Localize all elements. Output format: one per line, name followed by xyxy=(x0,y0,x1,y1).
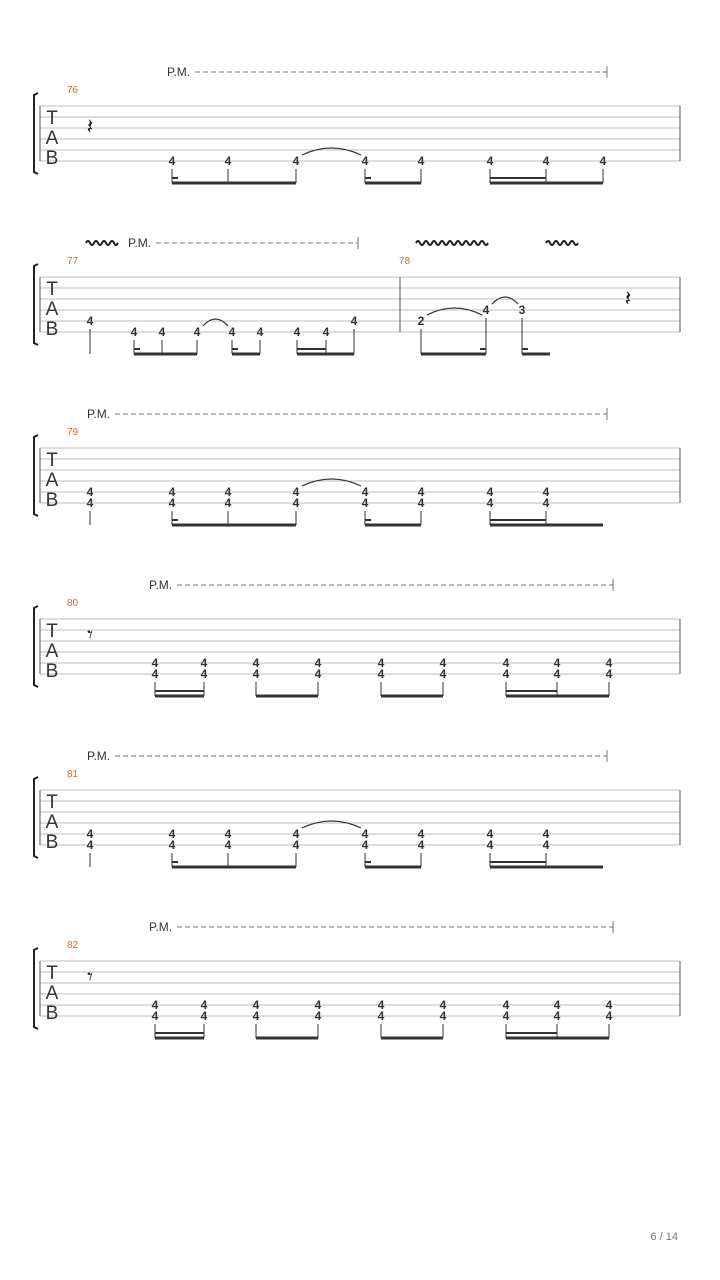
palm-mute-label: P.M. xyxy=(149,578,173,592)
fret-number: 4 xyxy=(502,1009,510,1023)
fret-number: 4 xyxy=(553,667,561,681)
fret-number: 4 xyxy=(542,838,550,852)
tab-clef-letter: A xyxy=(45,299,59,320)
fret-number: 4 xyxy=(224,154,232,168)
fret-number: 4 xyxy=(224,838,232,852)
tab-clef-letter: T xyxy=(46,792,58,813)
palm-mute-label: P.M. xyxy=(128,236,152,250)
fret-number: 4 xyxy=(292,827,300,841)
eighth-rest: 𝄾 xyxy=(87,965,93,990)
tie xyxy=(203,319,228,326)
tab-clef-letter: T xyxy=(46,621,58,642)
fret-number: 4 xyxy=(605,1009,613,1023)
fret-number: 4 xyxy=(314,656,322,670)
fret-number: 4 xyxy=(361,485,369,499)
fret-number: 4 xyxy=(417,496,425,510)
palm-mute-label: P.M. xyxy=(167,65,191,79)
fret-number: 4 xyxy=(599,154,607,168)
quarter-rest: 𝄽 xyxy=(86,115,94,140)
fret-number: 4 xyxy=(542,827,550,841)
fret-number: 2 xyxy=(417,314,425,328)
fret-number: 4 xyxy=(439,656,447,670)
fret-number: 4 xyxy=(228,325,236,339)
fret-number: 4 xyxy=(417,827,425,841)
fret-number: 4 xyxy=(486,485,494,499)
tab-clef-letter: T xyxy=(46,963,58,984)
palm-mute-label: P.M. xyxy=(87,407,111,421)
system-bracket xyxy=(34,948,38,1029)
tab-clef-letter: A xyxy=(45,641,59,662)
fret-number: 4 xyxy=(417,838,425,852)
fret-number: 4 xyxy=(486,496,494,510)
fret-number: 4 xyxy=(168,838,176,852)
fret-number: 4 xyxy=(86,485,94,499)
measure-number: 76 xyxy=(67,85,79,96)
fret-number: 4 xyxy=(486,827,494,841)
fret-number: 4 xyxy=(151,998,159,1012)
fret-number: 4 xyxy=(200,667,208,681)
tie xyxy=(302,479,361,486)
fret-number: 4 xyxy=(605,656,613,670)
page-indicator: 6 / 14 xyxy=(650,1231,678,1243)
tab-clef-letter: B xyxy=(45,490,59,511)
tab-clef-letter: B xyxy=(45,319,59,340)
fret-number: 4 xyxy=(417,154,425,168)
system-bracket xyxy=(34,606,38,687)
fret-number: 4 xyxy=(439,667,447,681)
system-bracket xyxy=(34,93,38,174)
tab-clef-letter: B xyxy=(45,1003,59,1024)
fret-number: 4 xyxy=(350,314,358,328)
fret-number: 4 xyxy=(86,314,94,328)
fret-number: 4 xyxy=(158,325,166,339)
measure-number: 77 xyxy=(67,256,79,267)
fret-number: 4 xyxy=(553,1009,561,1023)
tie xyxy=(427,308,482,315)
fret-number: 4 xyxy=(377,1009,385,1023)
fret-number: 4 xyxy=(482,303,490,317)
fret-number: 4 xyxy=(86,496,94,510)
fret-number: 4 xyxy=(314,998,322,1012)
fret-number: 4 xyxy=(200,1009,208,1023)
fret-number: 4 xyxy=(151,667,159,681)
fret-number: 4 xyxy=(200,998,208,1012)
fret-number: 4 xyxy=(542,496,550,510)
fret-number: 4 xyxy=(377,656,385,670)
fret-number: 4 xyxy=(256,325,264,339)
measure-number: 78 xyxy=(399,256,411,267)
fret-number: 4 xyxy=(168,827,176,841)
vibrato-mark xyxy=(86,241,118,245)
fret-number: 4 xyxy=(486,838,494,852)
tie xyxy=(302,148,361,155)
fret-number: 4 xyxy=(439,998,447,1012)
fret-number: 4 xyxy=(292,485,300,499)
fret-number: 4 xyxy=(314,1009,322,1023)
fret-number: 4 xyxy=(377,998,385,1012)
tab-clef-letter: T xyxy=(46,450,58,471)
fret-number: 4 xyxy=(151,1009,159,1023)
fret-number: 4 xyxy=(439,1009,447,1023)
fret-number: 4 xyxy=(293,325,301,339)
fret-number: 4 xyxy=(605,998,613,1012)
fret-number: 4 xyxy=(542,485,550,499)
fret-number: 4 xyxy=(292,154,300,168)
fret-number: 4 xyxy=(314,667,322,681)
measure-number: 81 xyxy=(67,769,79,780)
vibrato-mark xyxy=(416,241,488,245)
fret-number: 4 xyxy=(292,838,300,852)
fret-number: 4 xyxy=(252,998,260,1012)
measure-number: 80 xyxy=(67,598,79,609)
fret-number: 4 xyxy=(322,325,330,339)
fret-number: 4 xyxy=(252,656,260,670)
fret-number: 4 xyxy=(86,827,94,841)
system-bracket xyxy=(34,264,38,345)
fret-number: 4 xyxy=(168,154,176,168)
tab-clef-letter: A xyxy=(45,812,59,833)
tab-clef-letter: A xyxy=(45,128,59,149)
tab-clef-letter: T xyxy=(46,108,58,129)
fret-number: 4 xyxy=(224,827,232,841)
fret-number: 4 xyxy=(224,496,232,510)
fret-number: 4 xyxy=(168,485,176,499)
fret-number: 4 xyxy=(193,325,201,339)
system-bracket xyxy=(34,435,38,516)
tab-clef-letter: A xyxy=(45,470,59,491)
fret-number: 4 xyxy=(151,656,159,670)
fret-number: 4 xyxy=(224,485,232,499)
fret-number: 4 xyxy=(200,656,208,670)
tab-clef-letter: B xyxy=(45,661,59,682)
palm-mute-label: P.M. xyxy=(87,749,111,763)
fret-number: 4 xyxy=(252,1009,260,1023)
fret-number: 4 xyxy=(292,496,300,510)
fret-number: 4 xyxy=(502,998,510,1012)
fret-number: 4 xyxy=(542,154,550,168)
fret-number: 4 xyxy=(361,838,369,852)
fret-number: 4 xyxy=(361,496,369,510)
measure-number: 82 xyxy=(67,940,79,951)
fret-number: 4 xyxy=(130,325,138,339)
fret-number: 4 xyxy=(553,656,561,670)
fret-number: 4 xyxy=(377,667,385,681)
tab-clef-letter: T xyxy=(46,279,58,300)
fret-number: 4 xyxy=(417,485,425,499)
measure-number: 79 xyxy=(67,427,79,438)
fret-number: 4 xyxy=(605,667,613,681)
fret-number: 4 xyxy=(361,827,369,841)
fret-number: 4 xyxy=(86,838,94,852)
eighth-rest: 𝄾 xyxy=(87,623,93,648)
system-bracket xyxy=(34,777,38,858)
tie xyxy=(492,297,518,304)
tie xyxy=(302,821,361,828)
fret-number: 4 xyxy=(168,496,176,510)
fret-number: 4 xyxy=(553,998,561,1012)
palm-mute-label: P.M. xyxy=(149,920,173,934)
fret-number: 4 xyxy=(252,667,260,681)
fret-number: 4 xyxy=(361,154,369,168)
fret-number: 4 xyxy=(502,656,510,670)
tab-clef-letter: B xyxy=(45,148,59,169)
tab-clef-letter: A xyxy=(45,983,59,1004)
vibrato-mark xyxy=(546,241,578,245)
quarter-rest: 𝄽 xyxy=(624,287,632,312)
fret-number: 4 xyxy=(502,667,510,681)
fret-number: 4 xyxy=(486,154,494,168)
fret-number: 3 xyxy=(518,303,526,317)
tab-clef-letter: B xyxy=(45,832,59,853)
